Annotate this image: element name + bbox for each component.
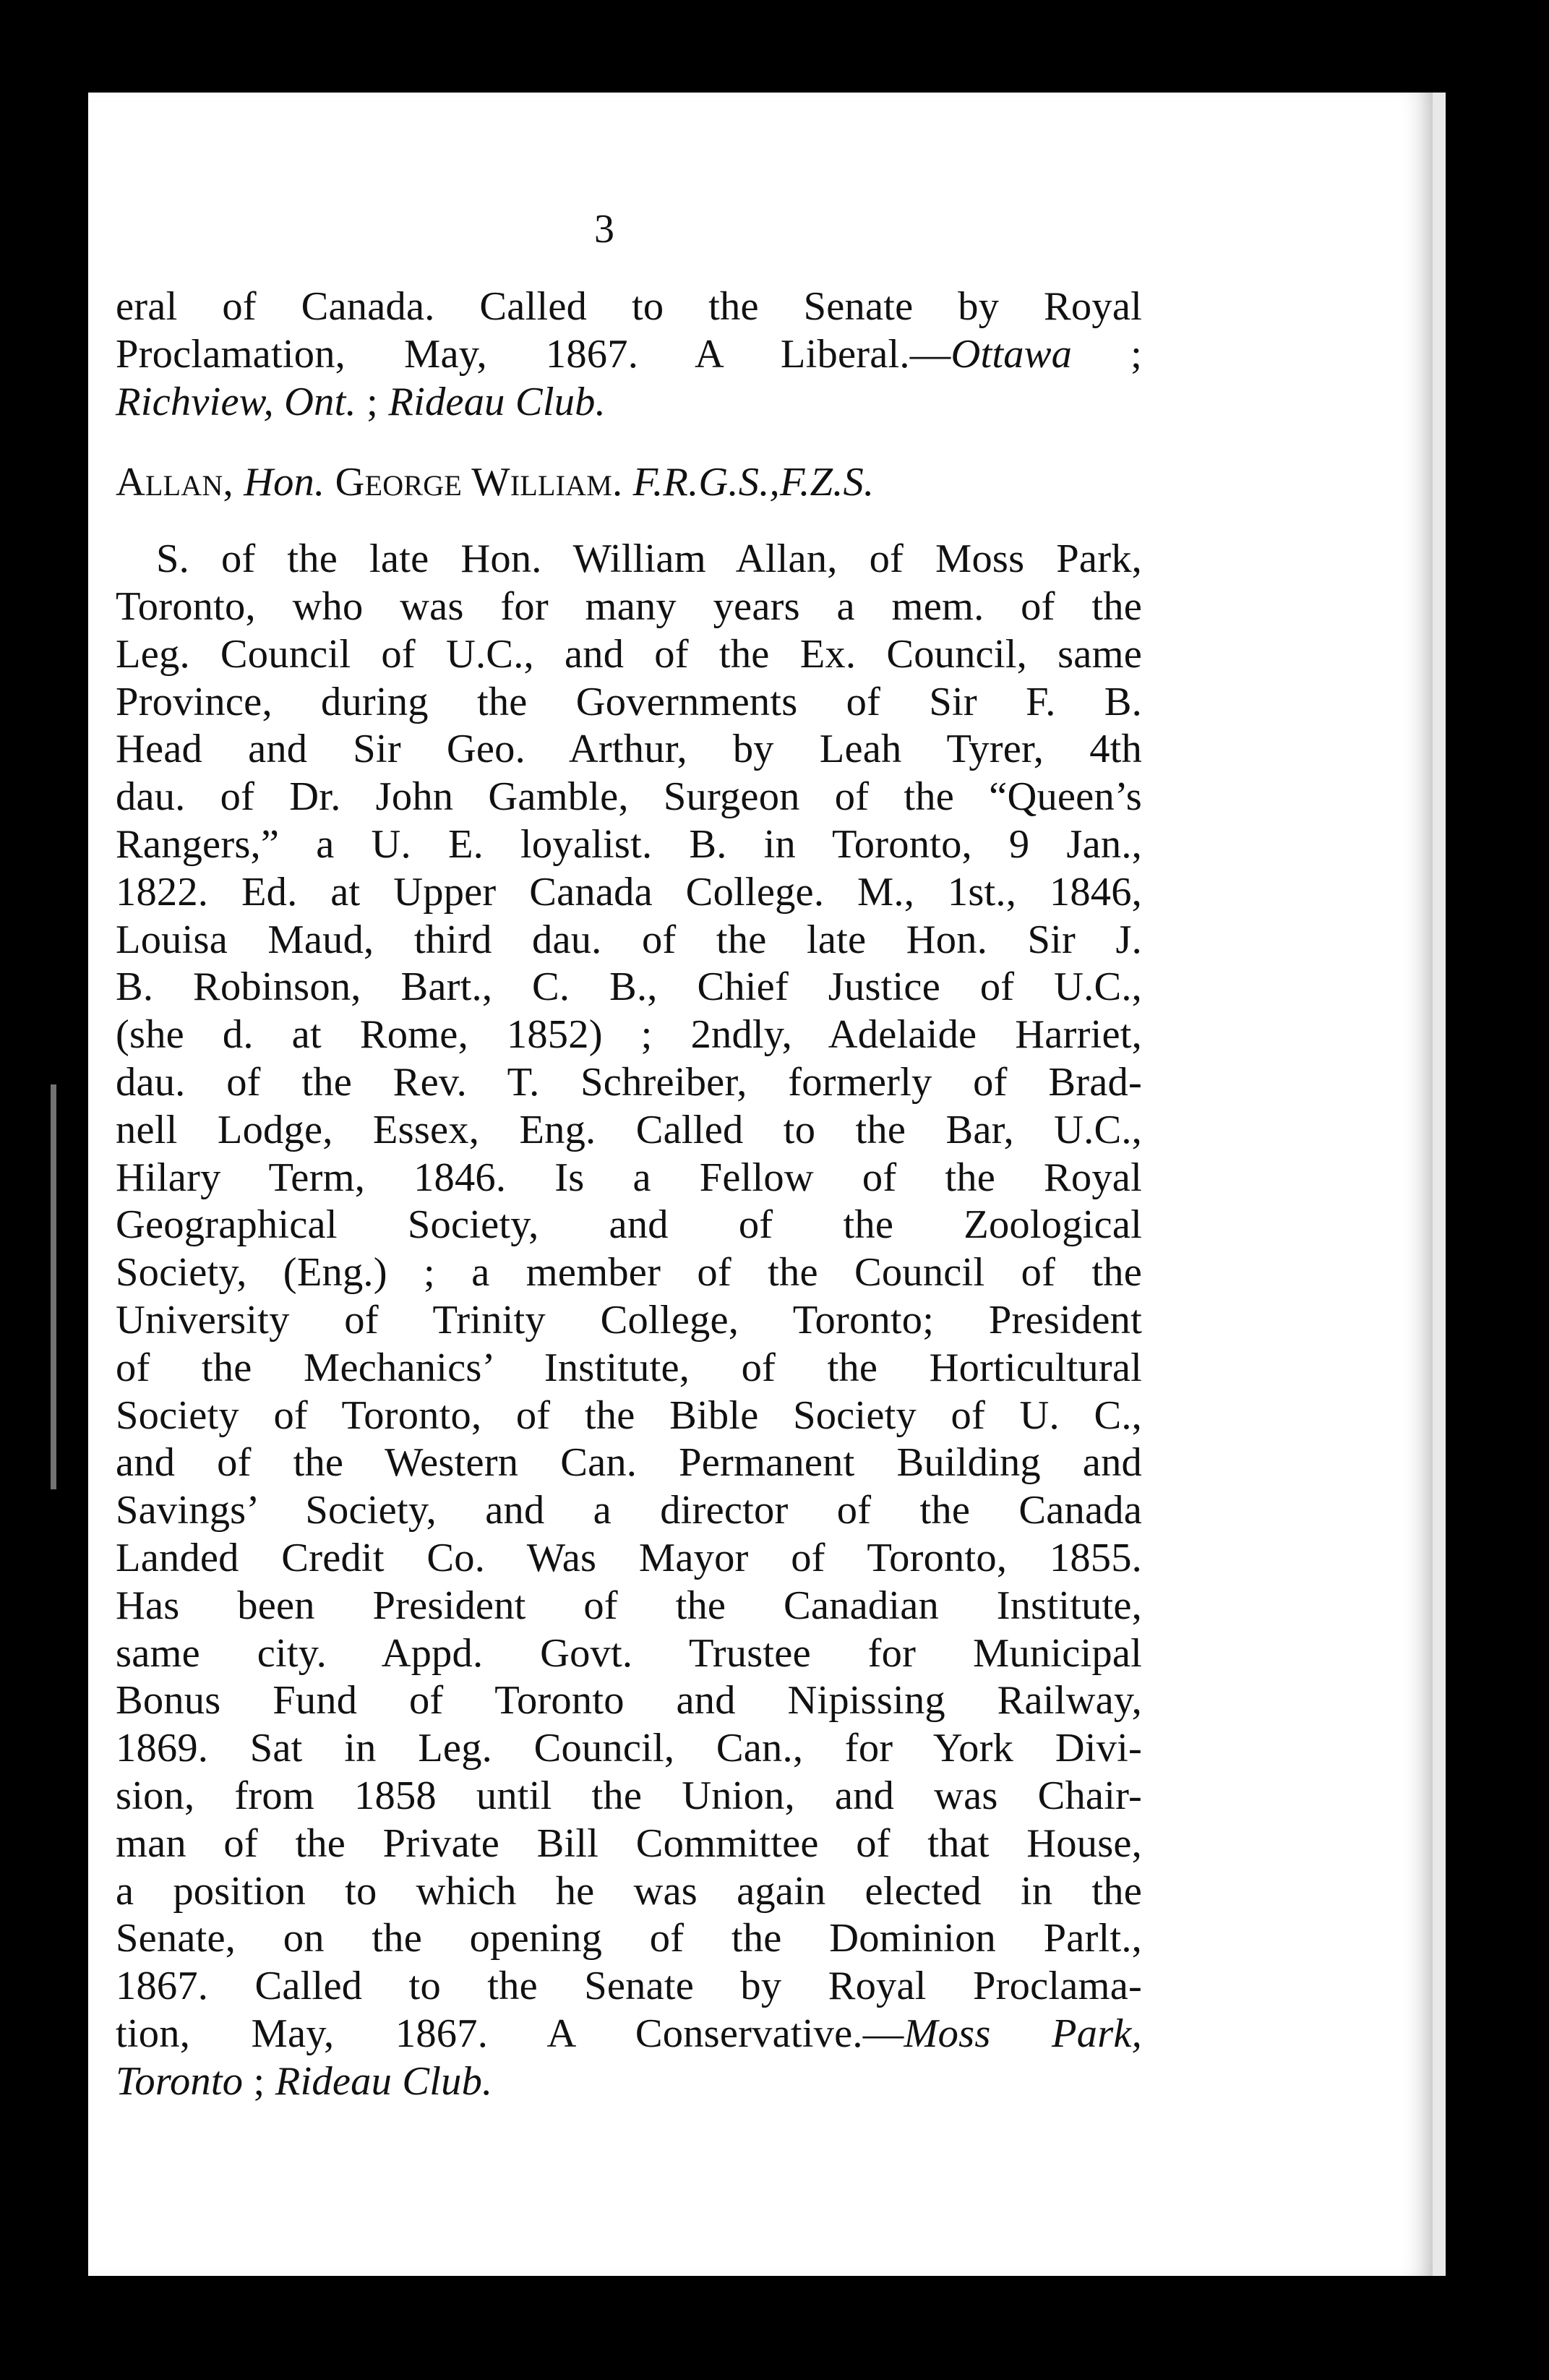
entry-line: Leg. Council of U.C., and of the Ex. Council, same xyxy=(116,631,1142,677)
continuation-line: eral of Canada. Called to the Senate by Royal xyxy=(116,284,1142,329)
entry-line: Louisa Maud, third dau. of the late Hon. Sir J. xyxy=(116,917,1142,962)
continuation-line: Proclamation, May, 1867. A Liberal.—Ottawa ; xyxy=(116,331,1142,377)
entry-line: Society of Toronto, of the Bible Society of U. C., xyxy=(116,1392,1142,1438)
entry-line: Has been President of the Canadian Institute, xyxy=(116,1583,1142,1628)
entry-line: of the Mechanics’ Institute, of the Horticultural xyxy=(116,1345,1142,1390)
entry-line: Landed Credit Co. Was Mayor of Toronto, 1855. xyxy=(116,1535,1142,1580)
entry-line: 1822. Ed. at Upper Canada College. M., 1st., 1846, xyxy=(116,869,1142,915)
entry-line: Society, (Eng.) ; a member of the Council of the xyxy=(116,1250,1142,1296)
entry-line: (she d. at Rome, 1852) ; 2ndly, Adelaide Harriet, xyxy=(116,1012,1142,1058)
entry-line: 1867. Called to the Senate by Royal Proclama- xyxy=(116,1964,1142,2009)
entry-line: a position to which he was again elected in the xyxy=(116,1868,1142,1914)
entry-line: Savings’ Society, and a director of the Canada xyxy=(116,1488,1142,1533)
entry-line: same city. Appd. Govt. Trustee for Municipal xyxy=(116,1630,1142,1676)
continuation-line: Richview, Ont. ; Rideau Club. xyxy=(116,379,606,424)
entry-line: nell Lodge, Essex, Eng. Called to the Bar, U.C., xyxy=(116,1107,1142,1152)
entry-line: Rangers,” a U. E. loyalist. B. in Toronto, 9 Jan., xyxy=(116,821,1142,867)
page-edge-shadow xyxy=(51,1084,56,1489)
entry-heading xyxy=(116,459,1142,507)
entry-line: Geographical Society, and of the Zoological xyxy=(116,1202,1142,1248)
page-number: 3 xyxy=(594,207,614,252)
entry-line: Hilary Term, 1846. Is a Fellow of the Royal xyxy=(116,1155,1142,1200)
entry-given-names: George William. xyxy=(335,460,623,505)
page-text xyxy=(116,283,1142,2105)
entry-line: Toronto, who was for many years a mem. of the xyxy=(116,583,1142,629)
entry-line: and of the Western Can. Permanent Building and xyxy=(116,1440,1142,1486)
entry-title: Hon. xyxy=(244,460,325,505)
entry-line: dau. of the Rev. T. Schreiber, formerly of Brad- xyxy=(116,1059,1142,1105)
entry-line: man of the Private Bill Committee of that House, xyxy=(116,1820,1142,1866)
entry-line: Province, during the Governments of Sir F. B. xyxy=(116,679,1142,724)
entry-line: Bonus Fund of Toronto and Nipissing Railway, xyxy=(116,1678,1142,1724)
entry-line: tion, May, 1867. A Conservative.—Moss Park, xyxy=(116,2011,1142,2056)
entry-line: dau. of Dr. John Gamble, Surgeon of the “Queen’s xyxy=(116,774,1142,820)
entry-line: sion, from 1858 until the Union, and was Chair- xyxy=(116,1773,1142,1818)
entry-line: Toronto ; Rideau Club. xyxy=(116,2058,493,2104)
entry-body xyxy=(116,536,1142,2105)
entry-line: Head and Sir Geo. Arthur, by Leah Tyrer, 4th xyxy=(116,727,1142,772)
entry-surname: Allan, xyxy=(116,460,233,505)
entry-line: S. of the late Hon. William Allan, of Moss Park, xyxy=(156,536,1142,582)
entry-line: B. Robinson, Bart., C. B., Chief Justice of U.C., xyxy=(116,964,1142,1010)
entry-line: Senate, on the opening of the Dominion Parlt., xyxy=(116,1916,1142,1961)
entry-line: University of Trinity College, Toronto; President xyxy=(116,1297,1142,1343)
entry-line: 1869. Sat in Leg. Council, Can., for York Divi- xyxy=(116,1726,1142,1771)
entry-honours: F.R.G.S.,F.Z.S. xyxy=(632,460,875,505)
